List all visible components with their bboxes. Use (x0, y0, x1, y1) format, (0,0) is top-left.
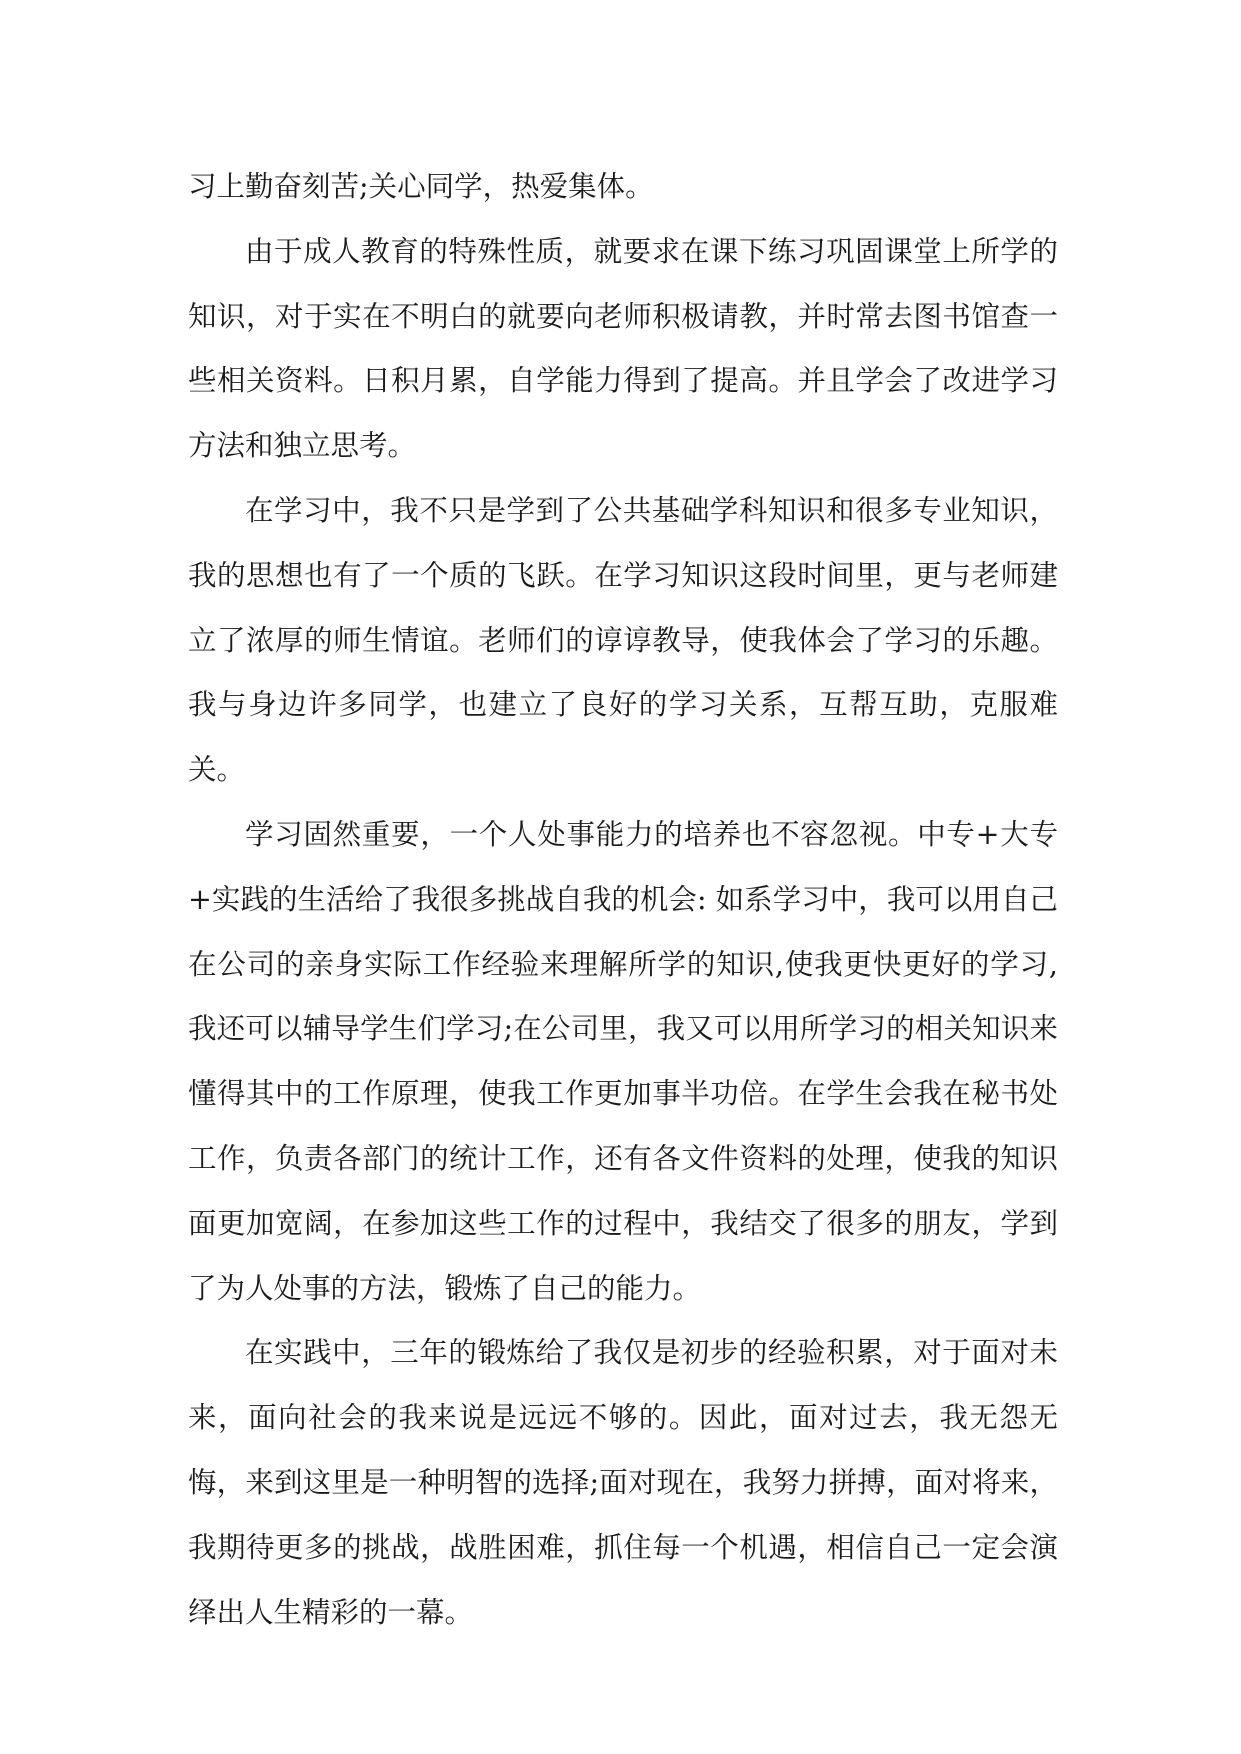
paragraph-4: 学习固然重要，一个人处事能力的培养也不容忽视。中专+大专+实践的生活给了我很多挑战自我的机会: 如系学习中，我可以用自己在公司的亲身实际工作经验来理解所学的知识,使我更快更好的学习,我还可以辅导学生们学习;在公司里，我又可以用所学习的相关知识来懂得其中的工作原理，使我工作更加事半功倍。在学生会我在秘书处工作，负责各部门的统计工作，还有各文件资料的处理，使我的知识面更加宽阔，在参加这些工作的过程中，我结交了很多的朋友，学到了为人处事的方法，锻炼了自己的能力。 (188, 817, 1058, 1305)
paragraph-2: 由于成人教育的特殊性质，就要求在课下练习巩固课堂上所学的知识，对于实在不明白的就要向老师积极请教，并时常去图书馆查一些相关资料。日积月累，自学能力得到了提高。并且学会了改进学习方法和独立思考。 (188, 234, 1058, 463)
paragraph-3: 在学习中，我不只是学到了公共基础学科知识和很多专业知识，我的思想也有了一个质的飞跃。在学习知识这段时间里，更与老师建立了浓厚的师生情谊。老师们的谆谆教导，使我体会了学习的乐趣。我与身边许多同学，也建立了良好的学习关系，互帮互助，克服难关。 (188, 493, 1058, 787)
document-body (188, 155, 1058, 1645)
paragraph-5: 在实践中，三年的锻炼给了我仅是初步的经验积累，对于面对未来，面向社会的我来说是远远不够的。因此，面对过去，我无怨无悔，来到这里是一种明智的选择;面对现在，我努力拼搏，面对将来，我期待更多的挑战，战胜困难，抓住每一个机遇，相信自己一定会演绎出人生精彩的一幕。 (188, 1336, 1058, 1629)
paragraph-1: 习上勤奋刻苦;关心同学，热爱集体。 (188, 170, 654, 203)
